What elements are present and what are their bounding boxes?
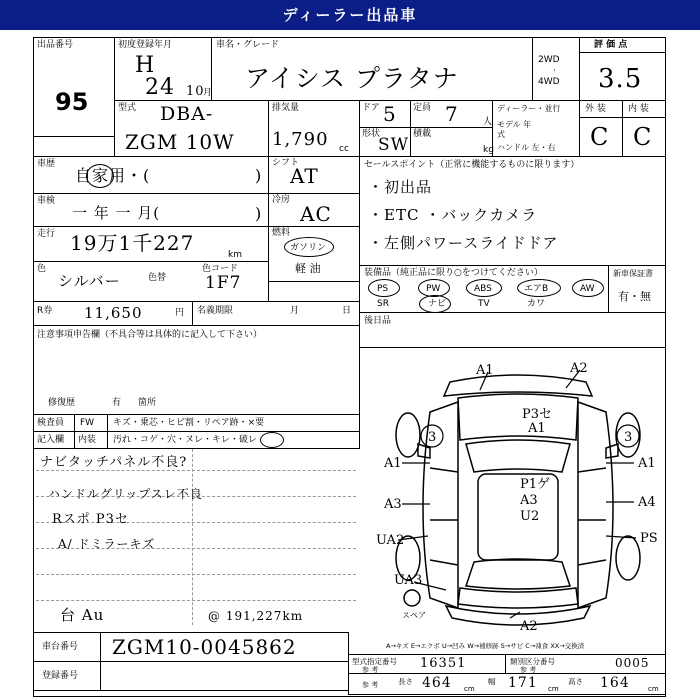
equip-airbag: エアB xyxy=(524,284,549,294)
color-code: 1F7 xyxy=(205,273,242,293)
rear-box xyxy=(359,312,666,348)
load-label: 積載 xyxy=(413,129,432,139)
inspection-label: 車検 xyxy=(37,196,56,206)
registration-box xyxy=(33,661,349,691)
mark-a2-top: A2 xyxy=(570,361,588,376)
first-reg-era: H xyxy=(135,53,156,78)
equip-tv: TV xyxy=(478,299,490,309)
recycle-unit: 円 xyxy=(175,308,185,318)
height-unit: cm xyxy=(648,685,659,693)
recorder-items: 汚れ・コゲ・穴・ヌレ・キレ・破レ xyxy=(113,435,257,445)
mark-a3-left: A3 xyxy=(384,497,402,512)
car-diagram xyxy=(370,360,666,635)
chassis-label: 車台番号 xyxy=(42,642,79,652)
car-name-label: 車名・グレード xyxy=(216,40,280,50)
sales-line3: ・左側パワースライドドア xyxy=(368,234,559,252)
mark-roof-a1: A1 xyxy=(528,421,546,436)
type-cert-ref: 参 考 xyxy=(362,666,379,674)
type-cert-label: 型式指定番号 xyxy=(352,657,397,666)
equip-ps-circle xyxy=(368,279,400,297)
mark-ua2-left: UA2 xyxy=(376,533,405,548)
diagram-legend: A→キズ E→エクボ U→凹み W→補修跡 S→サビ C→凍食 XX→交換済 xyxy=(386,642,585,650)
score-divider xyxy=(579,52,666,53)
height-value: 164 xyxy=(600,675,630,691)
header-title: ディーラー出品車 xyxy=(0,0,700,30)
mark-a4-right: A4 xyxy=(638,495,656,510)
mark-a2-bottom: A2 xyxy=(520,619,538,634)
color-code-label: 色コード xyxy=(202,264,239,274)
ext-int-hdivider xyxy=(579,117,666,118)
class-ref: 参 考 xyxy=(520,666,537,674)
mark-spare: スペア xyxy=(402,611,426,620)
drive-2wd: 2WD xyxy=(538,55,560,65)
type-label: 型式 xyxy=(118,103,137,113)
class-label: 類別区分番号 xyxy=(510,657,555,666)
width-label: 幅 xyxy=(488,677,496,686)
recorder-label: 記入欄 xyxy=(37,435,65,445)
registration-divider xyxy=(100,661,101,691)
first-reg-month-unit: 月 xyxy=(203,88,213,98)
shape-label: 形状 xyxy=(362,129,381,139)
exterior-label: 外 装 xyxy=(585,104,606,114)
chassis-value: ZGM10-0045862 xyxy=(112,635,297,659)
remark-line2: ハンドルグリップスレ不良 xyxy=(48,487,203,501)
history-box xyxy=(33,156,269,194)
drive-dot: · xyxy=(553,66,556,76)
type-cert-value: 16351 xyxy=(420,656,467,671)
remark-line xyxy=(36,600,356,601)
equip-aw-circle xyxy=(572,279,604,297)
ext-int-divider xyxy=(622,100,623,157)
warranty-label: 新車保証書 xyxy=(613,269,653,278)
equip-leather: カワ xyxy=(527,299,546,309)
car-name-value: アイシス プラタナ xyxy=(245,64,459,93)
capacity-value: 7 xyxy=(445,102,459,126)
mark-center-u2: U2 xyxy=(520,509,540,524)
mark-a1-right: A1 xyxy=(638,456,656,471)
length-value: 464 xyxy=(422,675,452,691)
drive-box xyxy=(532,37,580,101)
type-cert-divider xyxy=(505,654,506,674)
sales-line2: ・ETC ・バックカメラ xyxy=(368,206,538,224)
fuel-gasoline-circle xyxy=(284,237,334,257)
first-reg-year: 24 xyxy=(145,75,175,100)
mark-a1-top: A1 xyxy=(476,363,494,378)
remark-line3: Rスポ P3セ xyxy=(52,512,129,527)
remark-line4: A/ ドミラーキズ xyxy=(58,537,156,551)
class-value: 0005 xyxy=(615,656,650,670)
capacity-label: 定員 xyxy=(413,103,432,113)
fuel-gasoline: ガソリン xyxy=(290,243,327,253)
remark-line6: @ 191,227km xyxy=(208,609,304,623)
capacity-unit: 人 xyxy=(483,117,493,127)
history-label: 車歴 xyxy=(37,159,56,169)
repair-label: 修復歴 xyxy=(48,398,76,408)
equip-abs: ABS xyxy=(474,284,492,294)
checker-label: 検査員 xyxy=(37,418,65,428)
mileage-unit: km xyxy=(228,250,242,260)
first-reg-label: 初度登録年月 xyxy=(118,40,173,50)
first-reg-month: 10 xyxy=(186,84,205,99)
mark-ua3-left: UA3 xyxy=(394,573,423,588)
recycle-label: R券 xyxy=(37,306,53,316)
mark-p1ge: P1ゲ xyxy=(520,477,551,492)
length-unit: cm xyxy=(464,685,475,693)
cooling-label: 冷房 xyxy=(272,195,291,205)
doors-value: 5 xyxy=(383,102,397,126)
remark-divider xyxy=(192,449,193,625)
recycle-value: 11,650 xyxy=(84,304,143,322)
type-model: ZGM 10W xyxy=(125,130,235,154)
interior-label: 内 装 xyxy=(628,104,649,114)
remark-line xyxy=(36,574,356,575)
chassis-divider xyxy=(100,632,101,662)
tax-day: 日 xyxy=(342,306,352,316)
lot-box xyxy=(33,37,115,137)
score-value: 3.5 xyxy=(598,64,643,94)
mileage-label: 走行 xyxy=(37,229,56,239)
doors-label: ドア xyxy=(362,103,380,113)
shift-value: AT xyxy=(290,164,319,188)
warranty-value: 有・無 xyxy=(618,290,651,303)
remark-line xyxy=(36,470,356,471)
repair-value: 有 xyxy=(112,398,122,408)
equip-pw: PW xyxy=(426,284,441,294)
recorder-cabin: 内装 xyxy=(78,435,97,445)
displacement-value: 1,790 xyxy=(272,129,329,150)
load-unit: kg xyxy=(483,145,494,155)
repair-parts: 箇所 xyxy=(138,398,157,408)
mark-p3se: P3セ xyxy=(522,407,553,422)
equip-navi: ナビ xyxy=(428,299,447,309)
equip-abs-circle xyxy=(466,279,502,297)
sales-line1: ・初出品 xyxy=(368,178,433,196)
dealer-label: ディーラー・並行 xyxy=(497,104,561,113)
registration-label: 登録番号 xyxy=(42,671,79,681)
lot-label: 出品番号 xyxy=(37,40,74,50)
rear-label: 後日品 xyxy=(364,316,392,326)
equipment-label: 装備品（純正品に限り○をつけてください） xyxy=(364,268,543,278)
color-value: シルバー xyxy=(58,272,121,290)
exterior-score: C xyxy=(590,123,610,151)
fuel-label: 燃料 xyxy=(272,228,291,238)
remark-line5: 台 Au xyxy=(60,606,105,624)
notes-label: 注意事項申告欄（不具合等は具体的に記入して下さい） xyxy=(37,330,263,340)
dealer-handle: ハンドル 左・右 xyxy=(497,143,556,152)
inspection-value: 一 年 一 月( xyxy=(72,204,161,222)
lot-number: 95 xyxy=(55,88,89,116)
remark-line1: ナビタッチパネル不良? xyxy=(40,455,188,470)
length-label: 長さ xyxy=(398,677,413,686)
tax-month: 月 xyxy=(290,306,300,316)
history-close: ) xyxy=(255,166,263,185)
history-circle xyxy=(86,164,114,188)
sales-label: セールスポイント（正常に機能するものに限ります） xyxy=(364,160,580,170)
shift-label: シフト xyxy=(272,158,300,168)
mark-3-left: 3 xyxy=(428,430,437,445)
type-prefix: DBA- xyxy=(160,103,214,125)
checker-items: キズ・乗芯・ヒビ割・リペア跡・×要 xyxy=(113,418,265,428)
inspection-close: ) xyxy=(255,204,263,223)
width-unit: cm xyxy=(548,685,559,693)
shape-value: SW xyxy=(378,135,410,155)
mileage-value: 19万1千227 xyxy=(70,231,195,255)
drive-4wd: 4WD xyxy=(538,77,560,87)
interior-score: C xyxy=(633,123,653,151)
displacement-label: 排気量 xyxy=(272,103,300,113)
displacement-unit: cc xyxy=(339,144,349,154)
mark-a1-left: A1 xyxy=(384,456,402,471)
cooling-value: AC xyxy=(300,202,332,226)
tax-label: 名義期限 xyxy=(197,306,234,316)
width-value: 171 xyxy=(508,675,538,691)
fuel-diesel: 軽 油 xyxy=(295,262,321,275)
recorder-stain-circle xyxy=(260,432,284,448)
equip-navi-circle xyxy=(419,295,451,313)
equip-aw: AW xyxy=(580,284,595,294)
checker-fw: FW xyxy=(80,418,95,428)
height-label: 高さ xyxy=(568,677,583,686)
history-value: 自家用・( xyxy=(75,166,151,185)
equip-sr: SR xyxy=(377,299,389,309)
mark-ps-right: PS xyxy=(640,531,658,546)
equip-ps: PS xyxy=(377,284,389,294)
color-change-label: 色替 xyxy=(148,273,167,283)
equip-airbag-circle xyxy=(517,279,561,297)
mark-center-a3: A3 xyxy=(520,493,538,508)
color-label: 色 xyxy=(37,264,47,274)
dealer-model-year: モデル 年式 xyxy=(497,120,532,139)
dimensions-ref: 参 考 xyxy=(362,681,379,689)
mark-3-right: 3 xyxy=(624,430,633,445)
score-label: 評 価 点 xyxy=(594,40,628,50)
